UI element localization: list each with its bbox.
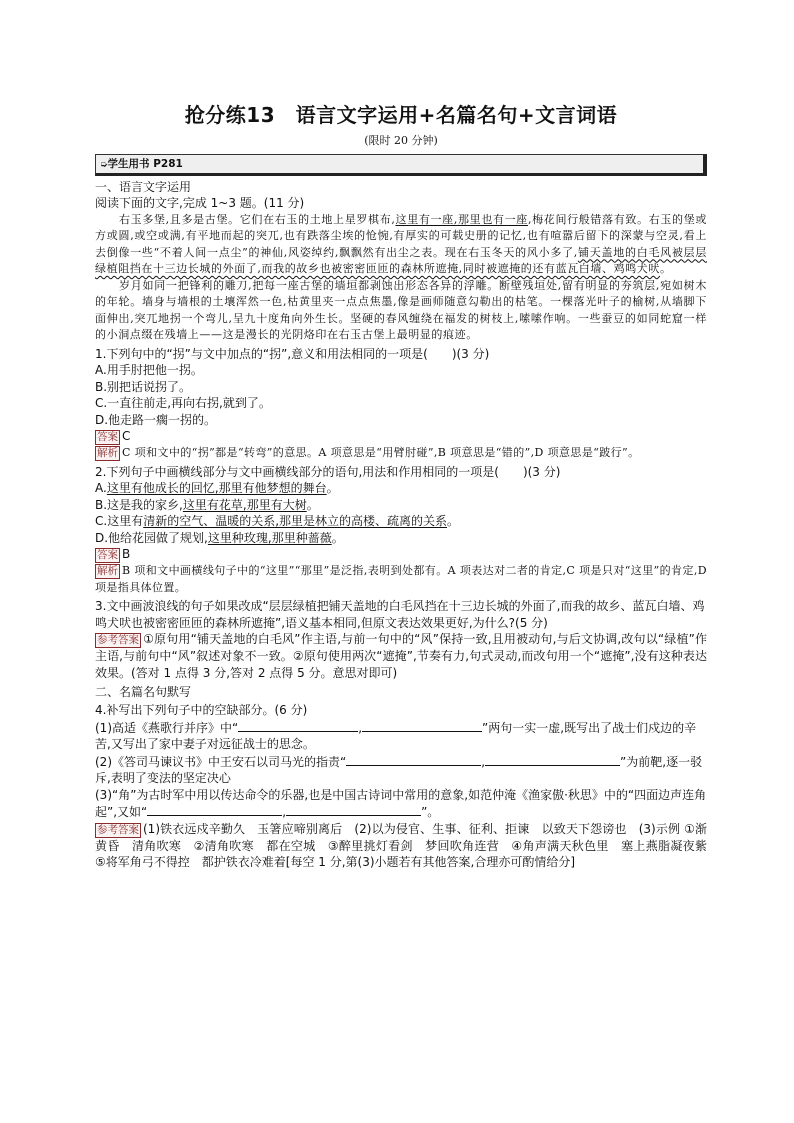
arrow-icon: ➭ [100, 160, 108, 170]
q2-option-a: A.这里有他成长的回忆,那里有他梦想的舞台。 [95, 481, 339, 495]
q2-option-c: C.这里有清新的空气、温暖的关系,那里是林立的高楼、疏离的关系。 [95, 514, 460, 528]
q1-analysis: 解析 C 项和文中的“拐”都是“转弯”的意思。A 项意思是“用臂肘碰”,B 项意思是“错的”,D 项意思是“跛行”。 [97, 446, 640, 459]
q1-option-d: D.他走路一瘸一拐的。 [95, 412, 217, 427]
question-1: 1.下列句中的“拐”与文中加点的“拐”,意义和用法相同的一项是( )(3 分) [95, 346, 490, 361]
q1-option-c: C.一直往前走,再向右拐,就到了。 [95, 396, 271, 410]
q4-item-3: (3)“角”为古时军中用以传达命令的乐器,也是中国古诗词中常用的意象,如范仲淹《渔家傲·秋思》中的“四面边声连角起”,又如“ , ”。 [95, 787, 707, 819]
student-book-label: 学生用书 P281 [107, 158, 183, 170]
q4-answer: 参考答案 (1)铁衣远戍辛勤久 玉箸应啼别离后 (2)以为侵官、生事、征利、拒谏 以致天下怨谤也 (3)示例 ①渐黄昏 清角吹寒 ②清角吹寒 都在空城 ③醉里挑灯看剑 梦回吹角连营 ④角声满天秋色里 塞上燕脂凝夜紫 ⑤将军角弓不得控 都护铁衣冷难着[每空 1 分,第(3)小题若有其他答案,合理亦可酌情给分] [95, 821, 720, 869]
q4-item-2: (2)《答司马谏议书》中王安石以司马光的指责“ , ”为前靶,逐一驳斥,表明了变法的坚定决心 [95, 754, 703, 785]
q1-answer: 答案 C [97, 429, 131, 443]
reference-answer-tag: 参考答案 [97, 634, 139, 646]
q1-option-a: A.用手肘把他一拐。 [95, 363, 203, 377]
fill-blank [238, 719, 358, 732]
answer-tag: 答案 [97, 549, 118, 561]
analysis-tag: 解析 [97, 447, 118, 459]
q2-option-b: B.这是我的家乡,这里有花草,那里有大树。 [95, 497, 319, 512]
wavy-sentence: 铺天盖地的白毛风被层层绿植阻挡在十三边长城的外面了,而我的故乡也被密密匝匝的森林所遮掩,同时被遮掩的还有蓝瓦白墙、鸡鸣犬吠 [95, 245, 707, 275]
q2-option-d: D.他给花园做了规划,这里种玫瑰,那里种蔷薇。 [95, 530, 344, 545]
page-title: 抢分练13 语言文字运用+名篇名句+文言词语 [184, 103, 618, 127]
question-3: 3.文中画波浪线的句子如果改成“层层绿植把铺天盖地的白毛风挡在十三边长城的外面了,而我的故乡、蓝瓦白墙、鸡鸣犬吠也被密密匝匝的森林所遮掩”,语义基本相同,但原文表达效果更好,为什么?(5 分) [95, 599, 705, 630]
section1-heading: 一、语言文字运用 [95, 180, 192, 194]
question-4: 4.补写出下列句子中的空缺部分。(6 分) [95, 703, 308, 717]
fill-blank [362, 719, 482, 732]
answer-tag: 答案 [97, 431, 118, 443]
passage-paragraph-2: 岁月如同一把锋利的雕刀,把每一座古堡的墙垣都剥蚀出形态各异的浮雕。断壁残垣处,留有明显的夯筑层,宛如树木的年轮。墙身与墙根的土壤浑然一色,枯黄里夹一点点焦墨,像是画师随意勾勒出的枯笔。一棵落光叶子的榆树,从墙脚下面伸出,突兀地拐一个弯儿,呈九十度角向外生长。坚硬的春风缠绕在福发的树枝上,嗦嗦作响。一些蚕豆的如同蛇窟一样的小洞点缀在残墙上——这是漫长的光阴烙印在右玉古堡上最明显的痕迹。 [95, 278, 707, 341]
reading-intro: 阅读下面的文字,完成 1~3 题。(11 分) [95, 196, 305, 210]
time-limit: (限时 20 分钟) [364, 134, 438, 147]
q1-option-b: B.别把话说拐了。 [95, 379, 192, 394]
q3-answer: 参考答案 ①原句用“铺天盖地的白毛风”作主语,与前一句中的“风”保持一致,且用被动句,与后文协调,改句以“绿植”作主语,与前句中“风”叙述对象不一致。②原句使用两次“遮掩”,节奏有力,句式灵动,而改句用一个“遮掩”,没有这种表达效果。(答对 1 点得 3 分,答对 2 点得 5 分。意思对即可) [95, 632, 707, 680]
student-book-bar [95, 154, 707, 176]
section2-heading: 二、名篇名句默写 [95, 685, 192, 699]
fill-blank [485, 753, 620, 766]
q4-item-1: (1)高适《燕歌行并序》中“ , ”两句一实一虚,既写出了战士们戍边的辛苦,又写出了家中妻子对远征战士的思念。 [95, 720, 697, 751]
page [95, 95, 720, 871]
fill-blank [286, 803, 421, 816]
q2-answer: 答案 B [97, 547, 131, 561]
question-2: 2.下列句子中画横线部分与文中画横线部分的语句,用法和作用相同的一项是( )(3 分) [95, 464, 561, 479]
passage-paragraph-1: 右玉多堡,且多是古堡。它们在右玉的土地上星罗棋布,这里有一座,那里也有一座,梅花间行般错落有致。右玉的堡或方或圆,或空或满,有平地而起的突兀,也有跌落尘埃的怆惋,有厚实的可载史册的记忆,也有喧嚣后留下的深蒙与空灵,看上去倒像一些“不着人间一点尘”的神仙,风姿绰约,飘飘然有出尘之表。现在右玉冬天的风小多了,铺天盖地的白毛风被层层绿植阻挡在十三边长城的外面了,而我的故乡也被密密匝匝的森林所遮掩,同时被遮掩的还有蓝瓦白墙、鸡鸣犬吠。 [95, 212, 707, 275]
underlined-sentence: 这里有一座,那里也有一座 [395, 212, 528, 226]
reference-answer-tag: 参考答案 [97, 823, 139, 836]
fill-blank [147, 803, 282, 816]
fill-blank [346, 753, 481, 766]
q2-analysis: 解析 B 项和文中画横线句子中的“这里”“那里”是泛指,表明到处都有。A 项表达对二者的肯定,C 项是只对“这里”的肯定,D 项是指具体位置。 [95, 564, 707, 594]
analysis-tag: 解析 [97, 565, 118, 577]
